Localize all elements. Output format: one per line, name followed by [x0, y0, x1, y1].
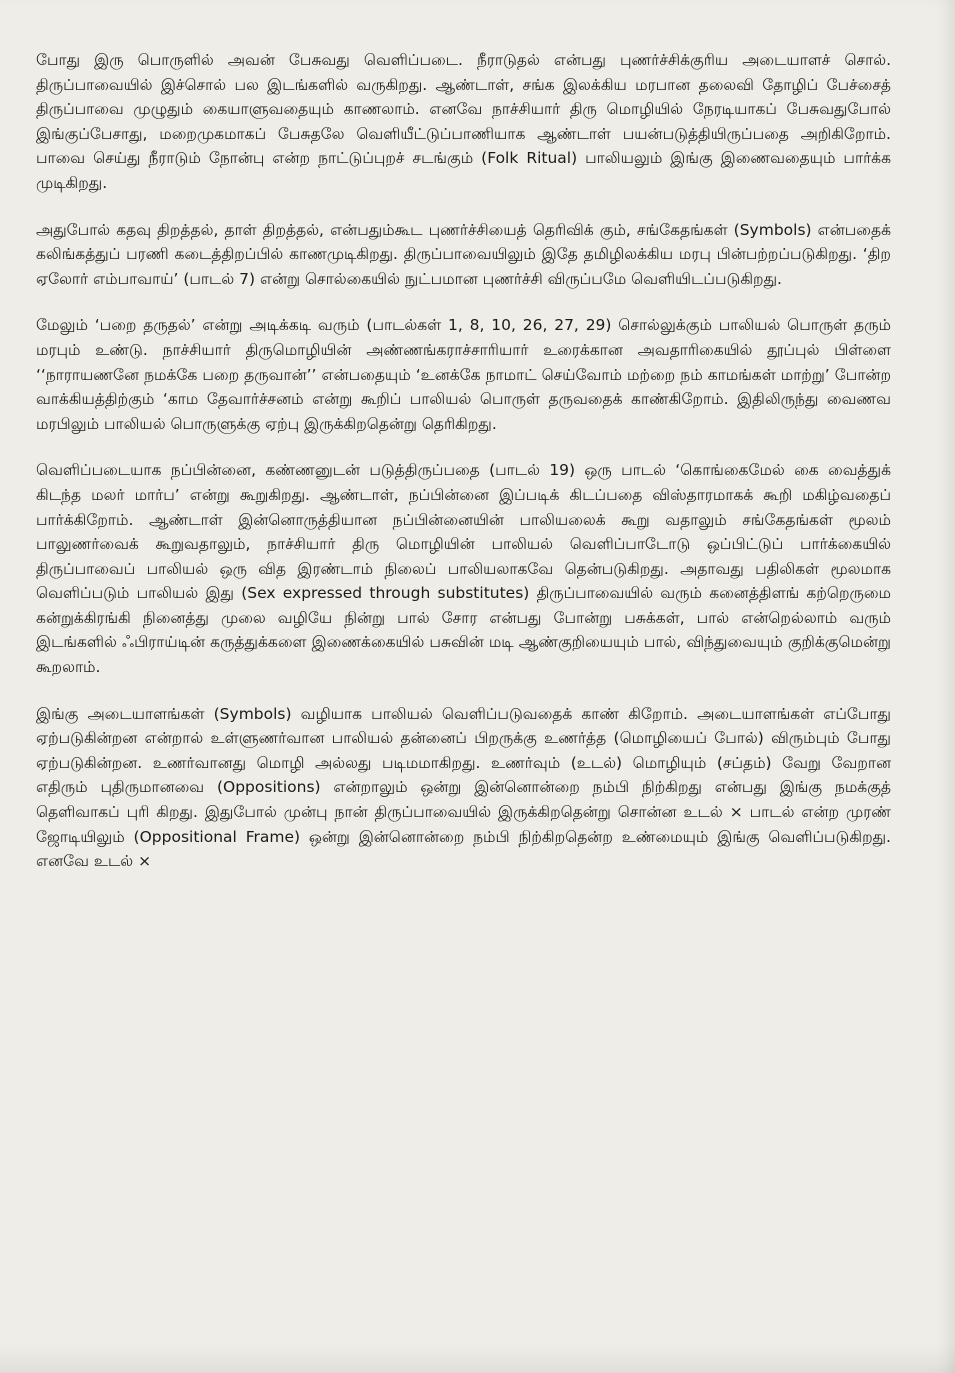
- paragraph-4: வெளிப்படையாக நப்பின்னை, கண்ணனுடன் படுத்திருப்பதை (பாடல் 19) ஒரு பாடல் ‘கொங்கைமேல் கை வைத்துக் கிடந்த மலர் மார்ப’ என்று கூறுகிறது. ஆண்டாள், நப்பின்னை இப்படிக் கிடப்பதை விஸ்தாரமாகக் கூறி மகிழ்வதைப் பார்க்கிறோம். ஆண்டாள் இன்னொருத்தியான நப்பின்னையின் பாலியலைக் கூறு வதாலும் சங்கேதங்கள் மூலம் பாலுணர்வைக் கூறுவதாலும், நாச்சியார் திரு மொழியின் பாலியல் வெளிப்பாடோடு ஒப்பிட்டுப் பார்க்கையில் திருப்பாவைப் பாலியல் ஒரு வித இரண்டாம் நிலைப் பாலியலாகவே தென்படுகிறது. அதாவது பதிலிகள் மூலமாக வெளிப்படும் பாலியல் இது (Sex expressed through substitutes) திருப்பாவையில் வரும் கனைத்திளங் கற்றெருமை கன்றுக்கிரங்கி நினைத்து முலை வழியே நின்று பால் சோர என்பது போன்று பசுக்கள், பால் என்றெல்லாம் வரும் இடங்களில் ஃபிராய்டின் கருத்துக்களை இணைக்கையில் பசுவின் மடி ஆண்குறியையும் பால், விந்துவையும் குறிக்குமென்று கூறலாம்.: [36, 461, 891, 677]
- paragraph-1: போது இரு பொருளில் அவன் பேசுவது வெளிப்படை. நீராடுதல் என்பது புணர்ச்சிக்குரிய அடையாளச் சொல். திருப்பாவையில் இச்சொல் பல இடங்களில் வருகிறது. ஆண்டாள், சங்க இலக்கிய மரபான தலைவி தோழிப் பேச்சைத் திருப்பாவை முழுதும் கையாளுவதையும் காணலாம். எனவே நாச்சியார் திரு மொழியில் நேரடியாகப் பேசுவதுபோல் இங்குப்பேசாது, மறைமுகமாகப் பேசுதலே வெளியீட்டுப்பாணியாக ஆண்டாள் பயன்படுத்தியிருப்பதை அறிகிறோம். பாவை செய்து நீராடும் நோன்பு என்ற நாட்டுப்புறச் சடங்கும் (Folk Ritual) பாலியலும் இங்கு இணைவதையும் பார்க்க முடிகிறது.: [36, 51, 891, 192]
- paragraph-2: அதுபோல் கதவு திறத்தல், தாள் திறத்தல், என்பதும்கூட புணர்ச்சியைத் தெரிவிக் கும், சங்கேதங்கள் (Symbols) என்பதைக் கலிங்கத்துப் பரணி கடைத்திறப்பில் காணமுடிகிறது. திருப்பாவையிலும் இதே தமிழிலக்கிய மரபு பின்பற்றப்படுகிறது. ‘திற ஏலோர் எம்பாவாய்’ (பாடல் 7) என்று சொல்கையில் நுட்பமான புணர்ச்சி விருப்பமே வெளியிடப்படுகிறது.: [36, 220, 891, 288]
- paragraph-5: இங்கு அடையாளங்கள் (Symbols) வழியாக பாலியல் வெளிப்படுவதைக் காண் கிறோம். அடையாளங்கள் எப்போது ஏற்படுகின்றன என்றால் உள்ளுணர்வான பாலியல் தன்னைப் பிறருக்கு உணர்த்த (மொழியைப் போல்) விரும்பும் போது ஏற்படுகின்றன. உணர்வானது மொழி அல்லது படிமமாகிறது. உணர்வும் (உடல்) மொழியும் (சப்தம்) வேறு வேறான எதிரும் புதிருமானவை (Oppositions) என்றாலும் ஒன்று இன்னொன்றை நம்பி நிற்கிறது என்பது இங்கு நமக்குத் தெளிவாகப் புரி கிறது. இதுபோல் முன்பு நான் திருப்பாவையில் இருக்கிறதென்று சொன்ன உடல் × பாடல் என்ற முரண் ஜோடியிலும் (Oppositional Frame) ஒன்று இன்னொன்றை நம்பி நிற்கிறதென்ற உண்மையும் இங்கு வெளிப்படுகிறது. எனவே உடல் ×: [36, 704, 891, 871]
- body-text: [36, 48, 891, 896]
- paragraph-3: மேலும் ‘பறை தருதல்’ என்று அடிக்கடி வரும் (பாடல்கள் 1, 8, 10, 26, 27, 29) சொல்லுக்கும் பாலியல் பொருள் தரும் மரபும் உண்டு. நாச்சியார் திருமொழியின் அண்ணங்கராச்சாரியார் உரைக்கான அவதாரிகையில் தூப்புல் பிள்ளை ‘‘நாராயணனே நமக்கே பறை தருவான்’’ என்பதையும் ‘உனக்கே நாமாட் செய்வோம் மற்றை நம் காமங்கள் மாற்று’ போன்ற வாக்கியத்திற்கும் ‘காம தேவார்ச்சனம் என்று கூறிப் பாலியல் பொருள் தருவதைக் காண்கிறோம். இதிலிருந்து வைணவ மரபிலும் பாலியல் பொருளுக்கு ஏற்பு இருக்கிறதென்று தெரிகிறது.: [36, 316, 891, 433]
